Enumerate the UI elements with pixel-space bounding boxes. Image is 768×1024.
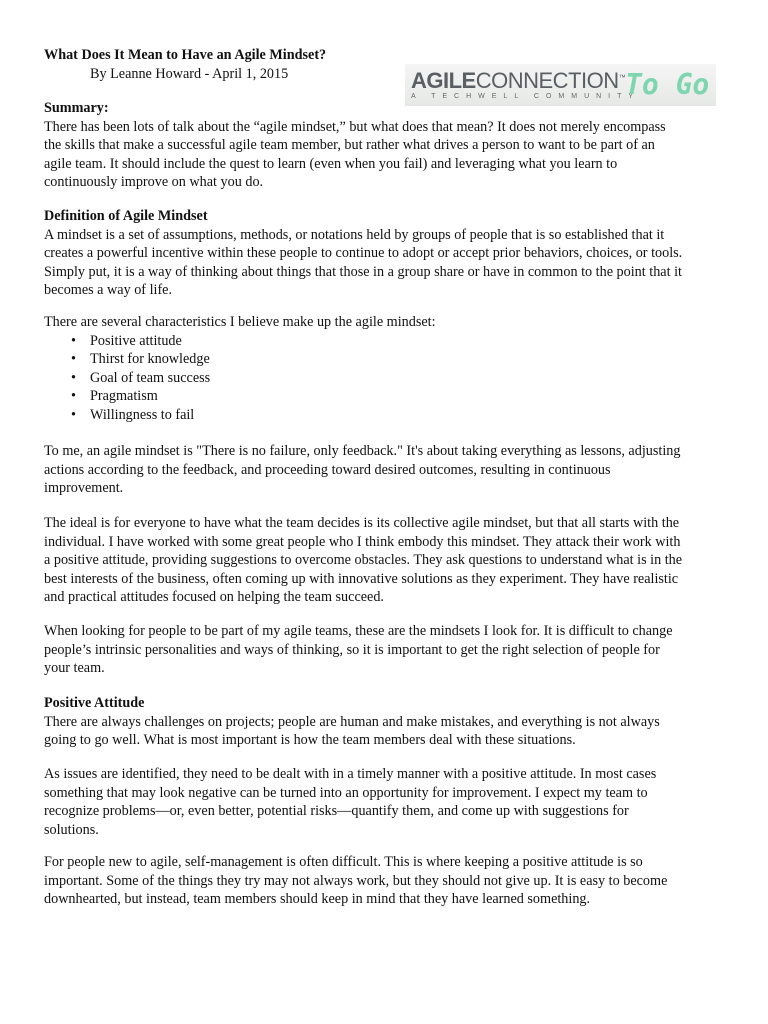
text-line: The ideal is for everyone to have what the team decides is its collective agile mindset, but that all starts with the [44,515,680,531]
summary-section [44,99,666,192]
text-line: downhearted, but instead, team members should keep in mind that they have learned something. [44,891,591,908]
text-line: improvement. [44,480,124,497]
list-item: • Goal of team success [44,369,436,388]
paragraph-to-me [44,442,680,498]
positive-attitude-section [44,694,660,750]
text-line: becomes a way of life. [44,282,173,299]
text-line: creates a powerful incentive within these people to continue to adopt or accept prior behaviors, choices, or tools. [44,245,683,262]
text-line: your team. [44,660,105,677]
list-intro: There are several characteristics I believe make up the agile mindset: [44,314,436,330]
agile-connection-logo: AGILECONNECTION™ A TECHWELL COMMUNITY To Go [405,64,716,106]
text-line: individual. I have worked with some great people who I think embody this mindset. They attack their work with [44,533,681,550]
list-item: • Pragmatism [44,387,436,406]
definition-section [44,207,682,300]
text-line: solutions. [44,821,99,838]
text-line: actions according to the feedback, and proceeding toward desired outcomes, resulting in continuous [44,461,611,478]
list-item: • Willingness to fail [44,406,436,425]
text-line: When looking for people to be part of my agile teams, these are the mindsets I look for. It is difficult to change [44,623,673,639]
paragraph-issues [44,765,656,839]
section-heading: Definition of Agile Mindset [44,208,208,224]
text-line: For people new to agile, self-management is often difficult. This is where keeping a positive attitude is so [44,854,643,870]
document-title: What Does It Mean to Have an Agile Mindset? [44,47,327,63]
byline: By Leanne Howard - April 1, 2015 [90,65,289,82]
text-line: the skills that make a successful agile team member, but rather what drives a person to want to be part of an [44,137,655,154]
text-line: A mindset is a set of assumptions, methods, or notations held by groups of people that is so established that it [44,226,665,243]
text-line: Simply put, it is a way of thinking about things that those in a group share or have in common to the point that it [44,263,682,280]
text-line: best interests of the business, often coming up with innovative solutions as they experiment. They have realistic [44,570,679,587]
text-line: a positive attitude, providing suggestions to overcome obstacles. They ask questions to understand what is in the [44,552,683,569]
characteristics-list [44,313,436,425]
text-line: To me, an agile mindset is "There is no failure, only feedback." It's about taking everything as lessons, adjusting [44,443,681,459]
text-line: people’s intrinsic personalities and ways of thinking, so it is important to get the right selection of people for [44,641,660,658]
section-heading: Positive Attitude [44,695,145,711]
text-line: There are always challenges on projects; people are human and make mistakes, and everything is not always [44,713,660,730]
paragraph-looking [44,622,673,678]
paragraph-new-to-agile [44,853,667,909]
text-line: and practical attitudes focused on helping the team succeed. [44,589,384,606]
list-item: • Thirst for knowledge [44,350,436,369]
text-line: As issues are identified, they need to be dealt with in a timely manner with a positive attitude. In most cases [44,766,657,782]
text-line: going to go well. What is most important is how the team members deal with these situations. [44,732,576,749]
text-line: There has been lots of talk about the “agile mindset,” but what does that mean? It does not merely encompass [44,118,666,135]
document-header [44,46,326,83]
text-line: agile team. It should include the quest to learn (even when you fail) and leveraging what you learn to [44,155,618,172]
text-line: recognize problems—or, even better, potential risks—quantify them, and come up with suggestions for [44,803,629,820]
paragraph-ideal [44,514,682,607]
list-item: • Positive attitude [44,332,436,351]
section-heading: Summary: [44,100,109,116]
text-line: continuously improve on what you do. [44,174,264,191]
text-line: important. Some of the things they try may not always work, but they should not give up. It is easy to become [44,872,668,889]
text-line: something that may look negative can be turned into an opportunity for improvement. I expect my team to [44,784,648,801]
